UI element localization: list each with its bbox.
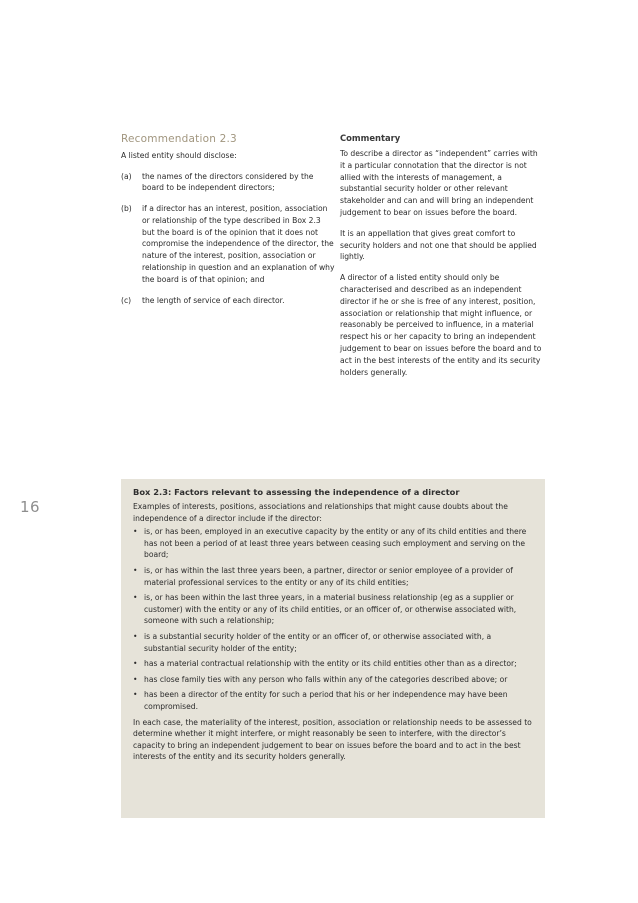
- list-item: [133, 592, 533, 627]
- bullet-icon: •: [133, 527, 138, 537]
- recommendation-item: [121, 171, 335, 195]
- list-item-text: has a material contractual relationship with the entity or its child entities other than as a director;: [144, 659, 517, 669]
- recommendation-item: [121, 295, 335, 307]
- commentary-paragraph: A director of a listed entity should only be characterised and described as an independent director if he or she is free of any interest, position, association or relationship that might influence, or reasonably be perceived to influence, in a material respect his or her capacity to bring an independent judgement to bear on issues before the board and to act in the best interests of the entity and its security holders generally.: [340, 273, 542, 377]
- box-title: Box 2.3: Factors relevant to assessing the independence of a director: [133, 487, 460, 497]
- factors-list: [133, 526, 533, 712]
- recommendation-section: [121, 133, 335, 315]
- item-text: if a director has an interest, position, association or relationship of the type described in Box 2.3 but the board is of the opinion that it does not compromise the independence of the director, the nature of the interest, position, association or relationship in question and an explanation of why the board is of that opinion; and: [142, 204, 335, 284]
- bullet-icon: •: [133, 674, 138, 684]
- box-intro: Examples of interests, positions, associations and relationships that might cause doubts about the independence of a director include if the director:: [133, 502, 508, 523]
- list-item: [133, 674, 533, 686]
- item-marker: (b): [121, 204, 132, 214]
- bullet-icon: •: [133, 593, 138, 603]
- bullet-icon: •: [133, 690, 138, 700]
- list-item-text: is, or has been, employed in an executive capacity by the entity or any of its child entities and there has not been a period of at least three years between ceasing such employment and serving on the board;: [144, 527, 527, 560]
- item-marker: (a): [121, 171, 132, 181]
- list-item: [133, 565, 533, 588]
- list-item-text: has been a director of the entity for such a period that his or her independence may have been compromised.: [144, 690, 508, 711]
- bullet-icon: •: [133, 565, 138, 575]
- list-item-text: is a substantial security holder of the entity or an officer of, or otherwise associated with, a substantial security holder of the entity;: [144, 631, 492, 653]
- recommendation-item: [121, 203, 335, 286]
- item-marker: (c): [121, 295, 132, 305]
- list-item: [133, 658, 533, 670]
- page-number: 16: [20, 498, 41, 516]
- commentary-paragraph: To describe a director as “independent” carries with it a particular connotation that the director is not allied with the interests of management, a substantial security holder or other relevant stakeholder and can and will bring an independent judgement to bear on issues before the board.: [340, 149, 538, 217]
- box-conclusion: In each case, the materiality of the interest, position, association or relationship needs to be assessed to determine whether it might interfere, or might reasonably be seen to interfere, with the director’s capacity to bring an independent judgement to bear on issues before the board and to act in the best interests of the entity and its security holders generally.: [133, 717, 532, 762]
- recommendation-intro: A listed entity should disclose:: [121, 151, 237, 160]
- list-item-text: has close family ties with any person who falls within any of the categories described above; or: [144, 674, 508, 684]
- commentary-heading: Commentary: [340, 133, 401, 143]
- commentary-section: [340, 133, 544, 387]
- bullet-icon: •: [133, 659, 138, 669]
- item-text: the names of the directors considered by the board to be independent directors;: [142, 171, 314, 193]
- list-item-text: is, or has been within the last three years, in a material business relationship (eg as a supplier or customer) with the entity or any of its child entities, or an officer of, or otherwise associated with, someone with such a relationship;: [144, 593, 517, 626]
- commentary-paragraph: It is an appellation that gives great comfort to security holders and not one that should be applied lightly.: [340, 228, 537, 262]
- list-item: [133, 526, 533, 561]
- recommendation-heading: Recommendation 2.3: [121, 133, 237, 145]
- item-text: the length of service of each director.: [142, 295, 285, 305]
- bullet-icon: •: [133, 631, 138, 641]
- list-item-text: is, or has within the last three years been, a partner, director or senior employee of a provider of material professional services to the entity or any of its child entities;: [144, 565, 513, 587]
- list-item: [133, 689, 533, 712]
- list-item: [133, 631, 533, 654]
- factors-box: [121, 479, 545, 818]
